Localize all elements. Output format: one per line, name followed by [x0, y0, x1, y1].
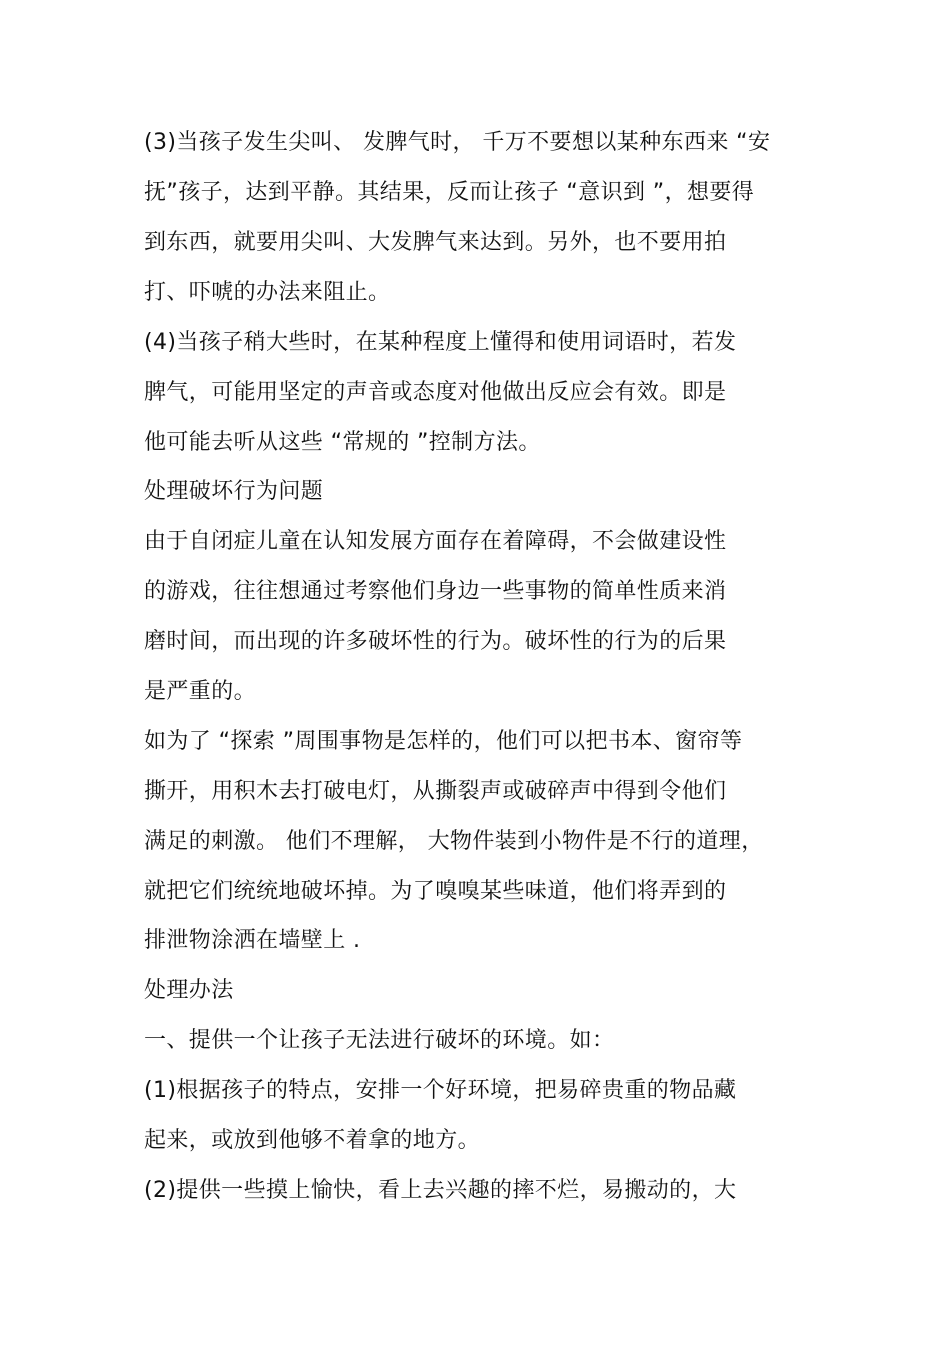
text-line-15: 满足的刺激。 他们不理解， 大物件装到小物件是不行的道理， [144, 829, 764, 854]
section-heading-handling-methods: 处理办法 [144, 978, 234, 1003]
text-line-6: 脾气，可能用坚定的声音或态度对他做出反应会有效。即是 [144, 380, 727, 405]
text-line-14: 撕开，用积木去打破电灯，从撕裂声或破碎声中得到令他们 [144, 779, 727, 804]
text-line-16: 就把它们统统地破坏掉。为了嗅嗅某些味道，他们将弄到的 [144, 879, 727, 904]
text-line-13: 如为了 “探索 ”周围事物是怎样的，他们可以把书本、窗帘等 [144, 729, 743, 754]
text-line-22: (2)提供一些摸上愉快，看上去兴趣的摔不烂，易搬动的，大 [144, 1178, 737, 1203]
text-line-12: 是严重的。 [144, 679, 257, 704]
text-line-5: (4)当孩子稍大些时，在某种程度上懂得和使用词语时，若发 [144, 330, 737, 355]
text-line-2: 抚”孩子，达到平静。其结果，反而让孩子 “意识到 ”，想要得 [144, 180, 755, 205]
text-line-1: (3)当孩子发生尖叫、 发脾气时， 千万不要想以某种东西来 “安 [144, 130, 771, 155]
text-line-4: 打、吓唬的办法来阻止。 [144, 280, 391, 305]
text-line-19: 一、提供一个让孩子无法进行破坏的环境。如： [144, 1028, 615, 1053]
text-line-9: 由于自闭症儿童在认知发展方面存在着障碍，不会做建设性 [144, 529, 727, 554]
text-line-3: 到东西，就要用尖叫、大发脾气来达到。另外，也不要用拍 [144, 230, 727, 255]
text-line-10: 的游戏，往往想通过考察他们身边一些事物的简单性质来消 [144, 579, 727, 604]
text-line-21: 起来，或放到他够不着拿的地方。 [144, 1128, 481, 1153]
text-line-11: 磨时间，而出现的许多破坏性的行为。破坏性的行为的后果 [144, 629, 727, 654]
text-line-7: 他可能去听从这些 “常规的 ”控制方法。 [144, 430, 541, 455]
text-line-17: 排泄物涂洒在墙壁上 . [144, 928, 361, 953]
section-heading-destructive-behavior: 处理破坏行为问题 [144, 479, 324, 504]
text-line-20: (1)根据孩子的特点，安排一个好环境，把易碎贵重的物品藏 [144, 1078, 737, 1103]
